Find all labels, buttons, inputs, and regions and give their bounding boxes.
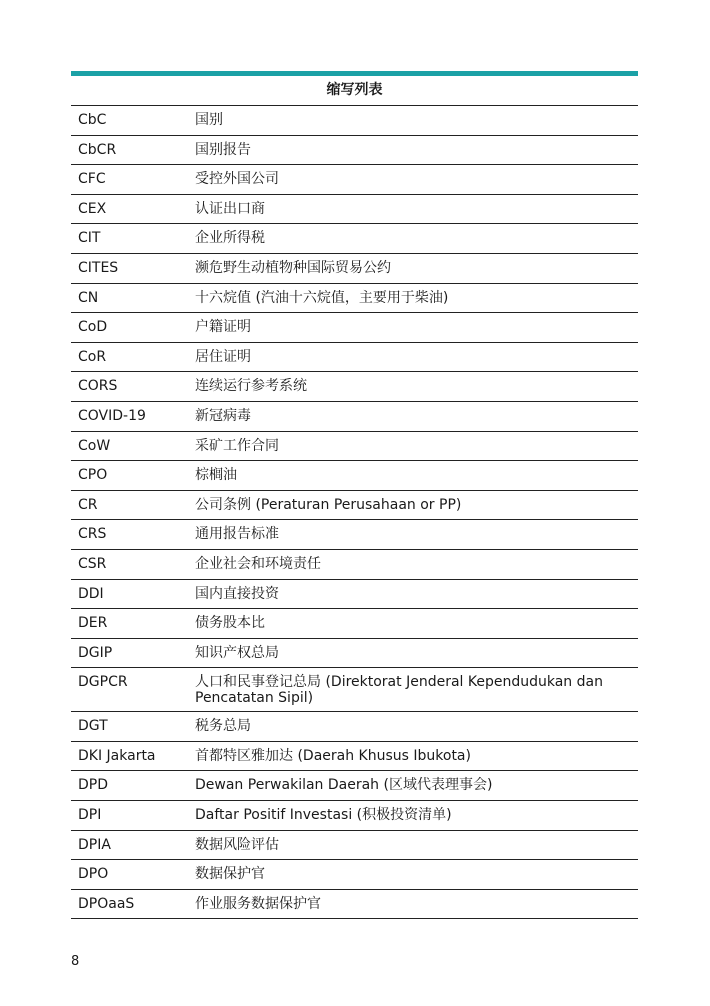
meaning-cell: 国别报告 <box>195 141 251 158</box>
abbreviation-cell: DPOaaS <box>78 895 135 912</box>
abbreviation-cell: CoR <box>78 348 107 365</box>
table-row <box>71 432 638 462</box>
abbreviation-cell: CPO <box>78 467 108 484</box>
abbreviation-cell: CN <box>78 289 99 306</box>
meaning-cell: 连续运行参考系统 <box>195 378 307 395</box>
table-row <box>71 165 638 195</box>
abbreviation-cell: DGIP <box>78 644 113 661</box>
table-row <box>71 136 638 166</box>
table-row <box>71 195 638 225</box>
table-row <box>71 639 638 669</box>
table-row <box>71 550 638 580</box>
abbreviation-cell: DPIA <box>78 836 111 853</box>
abbreviation-cell: CbCR <box>78 141 117 158</box>
table-row <box>71 890 638 920</box>
abbreviation-cell: CORS <box>78 378 118 395</box>
abbreviation-cell: DPD <box>78 777 109 794</box>
abbreviation-cell: DGPCR <box>78 674 128 691</box>
table-row <box>71 284 638 314</box>
abbreviation-list <box>71 71 638 919</box>
meaning-cell: 债务股本比 <box>195 615 265 632</box>
meaning-cell: 通用报告标准 <box>195 526 279 543</box>
meaning-cell: 濒危野生动植物种国际贸易公约 <box>195 259 391 276</box>
meaning-cell: 税务总局 <box>195 718 251 735</box>
meaning-cell: 新冠病毒 <box>195 407 251 424</box>
table-row <box>71 668 638 712</box>
meaning-cell: 数据风险评估 <box>195 836 279 853</box>
abbreviation-table <box>71 76 638 919</box>
table-row <box>71 609 638 639</box>
table-row <box>71 343 638 373</box>
abbreviation-cell: CIT <box>78 230 101 247</box>
meaning-cell: 作业服务数据保护官 <box>195 895 321 912</box>
abbreviation-cell: CRS <box>78 526 107 543</box>
abbreviation-cell: CITES <box>78 259 119 276</box>
abbreviation-cell: DKI Jakarta <box>78 747 156 764</box>
table-row <box>71 742 638 772</box>
abbreviation-cell: DER <box>78 615 108 632</box>
abbreviation-cell: CoD <box>78 319 108 336</box>
abbreviation-cell: COVID-19 <box>78 407 146 424</box>
table-body <box>71 106 638 919</box>
table-row <box>71 771 638 801</box>
meaning-cell: 国内直接投资 <box>195 585 279 602</box>
abbreviation-cell: CSR <box>78 555 107 572</box>
table-row <box>71 372 638 402</box>
table-row <box>71 313 638 343</box>
abbreviation-cell: CoW <box>78 437 111 454</box>
meaning-cell: 棕榈油 <box>195 467 237 484</box>
meaning-cell: 首都特区雅加达 (Daerah Khusus Ibukota) <box>195 747 471 764</box>
abbreviation-cell: CR <box>78 496 98 513</box>
table-row <box>71 254 638 284</box>
table-row <box>71 491 638 521</box>
meaning-cell: 十六烷值 (汽油十六烷值，主要用于柴油) <box>195 289 449 306</box>
table-row <box>71 801 638 831</box>
meaning-cell: 国别 <box>195 112 223 128</box>
table-row <box>71 831 638 861</box>
meaning-cell: 认证出口商 <box>195 200 265 217</box>
table-row <box>71 402 638 432</box>
table-row <box>71 580 638 610</box>
meaning-cell: 数据保护官 <box>195 866 265 883</box>
abbreviation-cell: DPI <box>78 807 102 824</box>
meaning-cell: 企业所得税 <box>195 230 265 247</box>
meaning-cell: 知识产权总局 <box>195 644 279 661</box>
table-row <box>71 224 638 254</box>
abbreviation-cell: CEX <box>78 200 107 217</box>
meaning-cell: 居住证明 <box>195 348 251 365</box>
table-row <box>71 712 638 742</box>
meaning-cell: 公司条例 (Peraturan Perusahaan or PP) <box>195 496 462 513</box>
table-row <box>71 106 638 136</box>
table-title: 缩写列表 <box>71 76 638 106</box>
abbreviation-cell: CFC <box>78 171 106 188</box>
meaning-cell: Dewan Perwakilan Daerah (区域代表理事会) <box>195 777 493 794</box>
meaning-cell: Daftar Positif Investasi (积极投资清单) <box>195 807 452 824</box>
meaning-cell: 企业社会和环境责任 <box>195 555 321 572</box>
table-row <box>71 520 638 550</box>
abbreviation-cell: DPO <box>78 866 109 883</box>
table-row <box>71 461 638 491</box>
meaning-cell: 采矿工作合同 <box>195 437 279 454</box>
table-row <box>71 860 638 890</box>
abbreviation-cell: CbC <box>78 112 107 128</box>
abbreviation-cell: DGT <box>78 718 108 735</box>
meaning-cell: 户籍证明 <box>195 319 251 336</box>
abbreviation-cell: DDI <box>78 585 104 602</box>
meaning-cell: 人口和民事登记总局 (Direktorat Jenderal Kependudukan dan Pencatatan Sipil) <box>195 674 603 707</box>
meaning-cell: 受控外国公司 <box>195 171 279 188</box>
page-number: 8 <box>71 954 80 969</box>
